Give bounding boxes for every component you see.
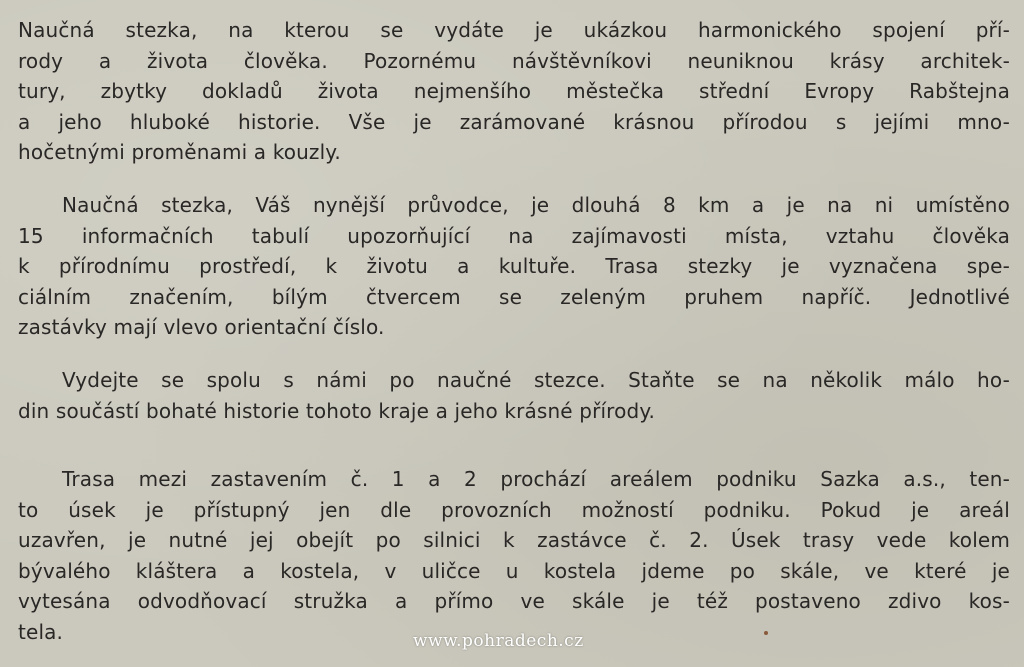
watermark-url: www.pohradech.cz [413, 631, 584, 651]
text-line: tury, zbytky dokladů života nejmenšího městečka střední Evropy Rabštejna [18, 79, 1010, 103]
text-line: Vydejte se spolu s námi po naučné stezce. Staňte se na několik málo ho- [62, 368, 1010, 392]
text-line: 15 informačních tabulí upozorňující na zajímavosti místa, vztahu člověka [18, 223, 1010, 248]
paragraph-trail-info [18, 190, 1010, 343]
text-line: din součástí bohaté historie tohoto kraje a jeho krásné přírody. [18, 398, 655, 423]
text-line: Naučná stezka, na kterou se vydáte je ukázkou harmonického spojení pří- [18, 18, 1010, 42]
text-line: rody a života člověka. Pozornému návštěvníkovi neuniknou krásy architek- [18, 48, 1010, 73]
paragraph-intro [18, 15, 1010, 168]
surface-speck [764, 631, 768, 635]
paragraph-invitation [18, 365, 1010, 426]
text-line: vytesána odvodňovací stružka a přímo ve skále je též postaveno zdivo kos- [18, 589, 1010, 613]
text-line: zastávky mají vlevo orientační číslo. [18, 315, 385, 339]
paragraph-route-note [18, 464, 1010, 647]
text-line: uzavřen, je nutné jej obejít po silnici k zastávce č. 2. Úsek trasy vede kolem [18, 528, 1010, 552]
text-line: bývalého kláštera a kostela, v uličce u kostela jdeme po skále, ve které je [18, 558, 1010, 583]
text-line: tela. [18, 619, 64, 644]
text-line: ciálním značením, bílým čtvercem se zeleným pruhem napříč. Jednotlivé [18, 284, 1010, 309]
text-line: Trasa mezi zastavením č. 1 a 2 prochází areálem podniku Sazka a.s., ten- [62, 467, 1010, 491]
text-line: k přírodnímu prostředí, k životu a kultuře. Trasa stezky je vyznačena spe- [18, 254, 1010, 278]
text-line: a jeho hluboké historie. Vše je zarámované krásnou přírodou s jejími mno- [18, 109, 1010, 134]
text-line: hočetnými proměnami a kouzly. [18, 140, 341, 164]
text-line: to úsek je přístupný jen dle provozních možností podniku. Pokud je areál [18, 497, 1010, 522]
text-line: Naučná stezka, Váš nynější průvodce, je dlouhá 8 km a je na ni umístěno [62, 193, 1010, 217]
